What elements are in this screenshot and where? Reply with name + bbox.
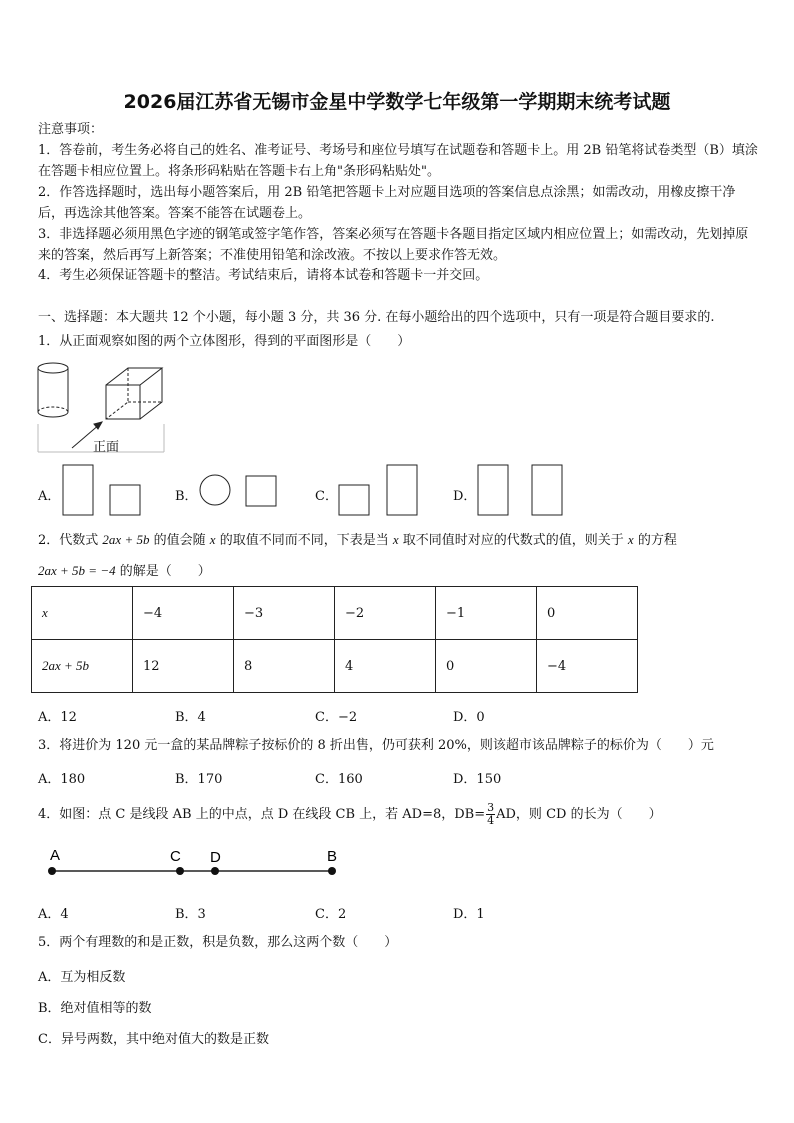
point-a xyxy=(48,867,56,875)
q2-variable: x xyxy=(627,532,634,547)
q4-option-c: C．2 xyxy=(315,907,347,922)
q5-option-b: B．绝对值相等的数 xyxy=(38,1001,152,1016)
q1-stem: 1．从正面观察如图的两个立体图形，得到的平面图形是（ ） xyxy=(38,334,411,349)
notice-item-4: 4．考生必须保证答题卡的整洁。考试结束后，请将本试卷和答题卡一并交回。 xyxy=(38,268,489,283)
q2-stem xyxy=(38,529,677,551)
q1-option-a-label: A． xyxy=(38,489,61,504)
point-b xyxy=(328,867,336,875)
q1-option-c-label: C． xyxy=(315,489,338,504)
q4-fraction: $\frac{3}{4}$ xyxy=(487,801,495,827)
table-cell: 2ax + 5b xyxy=(32,640,133,693)
point-label: B xyxy=(327,848,338,865)
point-d xyxy=(211,867,219,875)
point-label: C xyxy=(170,848,181,865)
table-row xyxy=(32,640,638,693)
point-label: D xyxy=(210,849,221,866)
q2-stem-e: 的方程 xyxy=(637,533,677,548)
q2-option-d: D．0 xyxy=(453,710,485,725)
q2-variable: x xyxy=(392,532,399,547)
point-c xyxy=(176,867,184,875)
table-cell: 0 xyxy=(537,587,638,640)
table-cell: 8 xyxy=(234,640,335,693)
q2-stem-b: 的值会随 xyxy=(153,533,206,548)
cylinder-shape xyxy=(38,363,68,417)
table-cell: −4 xyxy=(537,640,638,693)
q4-option-b: B．3 xyxy=(175,907,206,922)
q2-equation: 2ax + 5b = −4 xyxy=(38,563,116,578)
q2-stem-f: 的解是（ ） xyxy=(119,564,211,579)
page-title: 2026届江苏省无锡市金星中学数学七年级第一学期期末统考试题 xyxy=(123,91,671,113)
q2-stem-a: 2．代数式 xyxy=(38,533,99,548)
q2-option-c: C．−2 xyxy=(315,710,358,725)
table-cell: x xyxy=(32,587,133,640)
table-cell: 4 xyxy=(335,640,436,693)
front-label: 正面 xyxy=(93,440,120,455)
q2-stem-d: 取不同值时对应的代数式的值，则关于 xyxy=(402,533,624,548)
q4-option-d: D．1 xyxy=(453,907,485,922)
q4-stem-a: 4．如图：点 C 是线段 AB 上的中点，点 D 在线段 CB 上，若 AD=8，DB= xyxy=(38,807,486,822)
q4-stem-b: AD，则 CD 的长为（ ） xyxy=(496,807,662,822)
point-label: A xyxy=(50,847,61,864)
q2-value-table xyxy=(31,586,638,693)
q4-stem xyxy=(38,802,662,827)
q5-option-a: A．互为相反数 xyxy=(38,970,126,985)
q2-expression: 2ax + 5b xyxy=(102,532,150,547)
q2-stem-c: 的取值不同而不同，下表是当 xyxy=(219,533,389,548)
q5-stem: 5．两个有理数的和是正数，积是负数，那么这两个数（ ） xyxy=(38,935,398,950)
q1-option-d-figure xyxy=(475,462,567,518)
table-cell: −4 xyxy=(133,587,234,640)
table-cell: −1 xyxy=(436,587,537,640)
table-cell: −2 xyxy=(335,587,436,640)
q3-option-a: A．180 xyxy=(38,772,86,787)
q3-stem: 3．将进价为 120 元一盒的某品牌粽子按标价的 8 折出售，仍可获利 20%，则该超市该品牌粽子的标价为（ ）元 xyxy=(38,738,714,753)
q5-option-c: C．异号两数，其中绝对值大的数是正数 xyxy=(38,1032,269,1047)
q4-segment-figure xyxy=(40,842,350,882)
table-cell: 0 xyxy=(436,640,537,693)
notice-item-3: 3．非选择题必须用黑色字迹的钢笔或签字笔作答，答案必须写在答题卡各题目指定区域内相应位置上；如需改动，先划掉原来的答案，然后再写上新答案；不准使用铅笔和涂改液。不按以上要求作答无效。 xyxy=(38,227,749,263)
q1-option-d-label: D． xyxy=(453,489,477,504)
cube-shape xyxy=(106,368,162,419)
q2-option-b: B．4 xyxy=(175,710,206,725)
q1-option-b-label: B． xyxy=(175,489,198,504)
q1-option-a-figure xyxy=(60,462,144,518)
q2-equation-line xyxy=(38,560,211,582)
q1-option-b-figure xyxy=(196,472,280,510)
table-cell: 12 xyxy=(133,640,234,693)
notice-item-2: 2．作答选择题时，选出每小题答案后，用 2B 铅笔把答题卡上对应题目选项的答案信息点涂黑；如需改动，用橡皮擦干净后，再选涂其他答案。答案不能答在试题卷上。 xyxy=(38,185,736,221)
q3-option-b: B．170 xyxy=(175,772,223,787)
table-cell: −3 xyxy=(234,587,335,640)
notice-heading: 注意事项： xyxy=(38,122,104,137)
q4-option-a: A．4 xyxy=(38,907,69,922)
q3-option-d: D．150 xyxy=(453,772,502,787)
q2-option-a: A．12 xyxy=(38,710,77,725)
q3-option-c: C．160 xyxy=(315,772,363,787)
q1-option-c-figure xyxy=(336,462,420,518)
q2-variable: x xyxy=(209,532,216,547)
notice-item-1: 1．答卷前，考生务必将自己的姓名、准考证号、考场号和座位号填写在试题卷和答题卡上。用 2B 铅笔将试卷类型（B）填涂在答题卡相应位置上。将条形码粘贴在答题卡右上角"条形码粘贴处"。 xyxy=(38,143,758,179)
section-header: 一、选择题：本大题共 12 个小题，每小题 3 分，共 36 分. 在每小题给出的四个选项中，只有一项是符合题目要求的. xyxy=(38,310,715,325)
table-row xyxy=(32,587,638,640)
